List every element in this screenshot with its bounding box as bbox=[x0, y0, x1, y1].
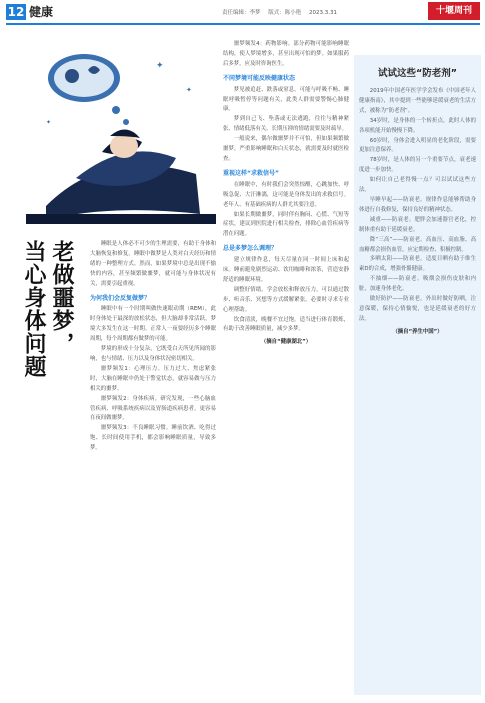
subheading: 重视这样“求救信号” bbox=[223, 169, 279, 177]
paragraph: 饮食清淡，晚餐不宜过饱。适当进行体育锻炼，有助于改善睡眠质量，减少多梦。 bbox=[223, 316, 349, 333]
title-line-2: 当心身体问题 bbox=[21, 240, 47, 378]
subheading: 为何我们会反复做梦？ bbox=[90, 294, 151, 302]
paragraph: 梦境的形成十分复杂，它既受白天所见所闻的影响，也与情绪、压力以及身体状况密切相关。 bbox=[90, 346, 216, 362]
paragraph: 在睡眠中，有时我们会突然惊醒，心跳加快、呼吸急促、大汗淋漓，这可能是身体发出的求救信号。老年人、有基础疾病的人群尤其要注意。 bbox=[223, 181, 349, 208]
article-column-1 bbox=[90, 240, 216, 695]
paragraph: 噩梦频发2：身体疾病。研究发现，一些心脑血管疾病、呼吸系统疾病以及胃肠道疾病患者，更容易在夜间做噩梦。 bbox=[90, 395, 216, 422]
designer-credit: 版式：陈小艳 bbox=[268, 10, 302, 16]
paragraph: 减重——防衰老。肥胖会加速器官老化，控制体重有助于延缓衰老。 bbox=[359, 216, 476, 233]
paragraph: 多晒太阳——防衰老。适度日晒有助于维生素D的合成，增强骨骼健康。 bbox=[359, 256, 476, 273]
paragraph: 不抽烟——防衰老。吸烟会损伤皮肤和内脏，加速身体老化。 bbox=[359, 276, 476, 293]
paragraph: 梦见被追赶、跌落或窒息，可能与呼吸不畅、睡眠呼吸暂停等问题有关，此类人群需要警惕心肺健康。 bbox=[223, 86, 349, 113]
page-number: 12 bbox=[7, 5, 25, 19]
issue-date: 2023.3.31 bbox=[309, 10, 338, 16]
sidebar-body bbox=[359, 87, 476, 682]
paragraph: 梦到自己飞、坠落或无法逃跑，往往与精神紧张、情绪低落有关。长期压抑的情绪需要及时疏导。 bbox=[223, 116, 349, 133]
editor-credit: 责任编辑：李梦 bbox=[222, 10, 261, 16]
subheading: 不同梦境可能反映健康状态 bbox=[223, 74, 296, 82]
sleeping-person-illustration bbox=[6, 28, 220, 236]
title-line-1: 老做噩梦， bbox=[49, 240, 75, 355]
paragraph: 早睡早起——防衰老。规律作息能够帮助身体进行自我修复，保持良好的精神状态。 bbox=[359, 196, 476, 213]
source-note: （摘自“健康湖北”） bbox=[260, 339, 312, 346]
subheading: 总是多梦怎么调理？ bbox=[223, 245, 278, 253]
brand-logo: 十堰周刊 bbox=[428, 2, 480, 20]
sidebar-box bbox=[354, 55, 481, 695]
paragraph: 睡眠是人体必不可少的生理需要，有助于身体和大脑恢复和修复。睡眠中做梦是人类对白天经历和情绪的一种整理方式。然而，如果梦境中总是出现不愉快的内容，甚至频繁做噩梦，就可能与身体状况有关，需要引起重视。 bbox=[90, 241, 216, 287]
paragraph: 如果长期做噩梦，同时伴有胸闷、心慌、气短等症状，建议到医院进行相关检查，排除心血管疾病等潜在问题。 bbox=[223, 211, 349, 238]
paragraph: 做好防护——防衰老。外出时做好防晒，注意保暖，保持心情愉悦，也是延缓衰老的好方法。 bbox=[359, 296, 476, 322]
paragraph: 睡眠中有一个时期叫做快速眼动期（REM），此时身体处于最深的放松状态，但大脑却非常活跃，梦境大多发生在这一时期。正常人一夜要经历多个睡眠周期，每个周期都有做梦的可能。 bbox=[90, 306, 216, 343]
svg-text:✦: ✦ bbox=[46, 119, 52, 126]
article-column-2 bbox=[223, 40, 349, 695]
source-note: （摘自“养生中国”） bbox=[392, 328, 443, 335]
sidebar-title: 试试这些“防老剂” bbox=[378, 68, 457, 79]
paragraph: 34岁时，是身体的一个转折点，此时人体的各项机能开始慢慢下降。 bbox=[359, 117, 476, 134]
paragraph: 噩梦频发1：心理压力。压力过大、焦虑紧张时，大脑在睡眠中仍处于警觉状态，就容易做与压力相关的噩梦。 bbox=[90, 365, 216, 392]
svg-text:✦: ✦ bbox=[156, 61, 164, 71]
paragraph: 一般说来，偶尔做噩梦并不可怕，但如果频繁做噩梦，严重影响睡眠和白天状态，就需要及时就医检查。 bbox=[223, 136, 349, 162]
paragraph: 调整好情绪，学会放松和释放压力，可以通过散步、听音乐、冥想等方式缓解紧张。必要时寻求专业心理帮助。 bbox=[223, 286, 349, 313]
paragraph: 噩梦频发3：不良睡眠习惯。睡前饮酒、吃得过饱、长时间使用手机，都会影响睡眠质量，导致多梦。 bbox=[90, 425, 216, 452]
paragraph: 60岁时，身体会进入明显的老化阶段，需要更加注意保养。 bbox=[359, 137, 476, 154]
dream-illustration bbox=[6, 28, 220, 236]
paragraph: 2019年中国老年医学学会发布《中国老年人健康指南》，其中提到一些能够延缓衰老的生活方式，被称为“防老剂”。 bbox=[359, 88, 476, 114]
header-rule bbox=[6, 23, 480, 25]
paragraph: 噩梦频发4：药物影响。部分药物可能影响睡眠结构，使人梦境增多，甚至出现可怕的梦。如果服药后多梦，应及时咨询医生。 bbox=[223, 41, 349, 67]
section-name: 健康 bbox=[29, 5, 54, 19]
paragraph: 降“三高”——防衰老。高血压、高血脂、高血糖都会损伤血管，应定期检查、积极控制。 bbox=[359, 236, 476, 253]
paragraph: 如何让自己老得慢一点？可以试试这些方法。 bbox=[359, 177, 476, 194]
credits bbox=[222, 8, 343, 16]
svg-text:✦: ✦ bbox=[186, 86, 192, 94]
article-title bbox=[20, 240, 75, 600]
paragraph: 建立规律作息，每天尽量在同一时间上床和起床。睡前避免剧烈运动、饮用咖啡和浓茶，营造安静舒适的睡眠环境。 bbox=[223, 257, 349, 283]
paragraph: 78岁时，是人体的另一个重要节点，衰老速度进一步加快。 bbox=[359, 157, 476, 174]
